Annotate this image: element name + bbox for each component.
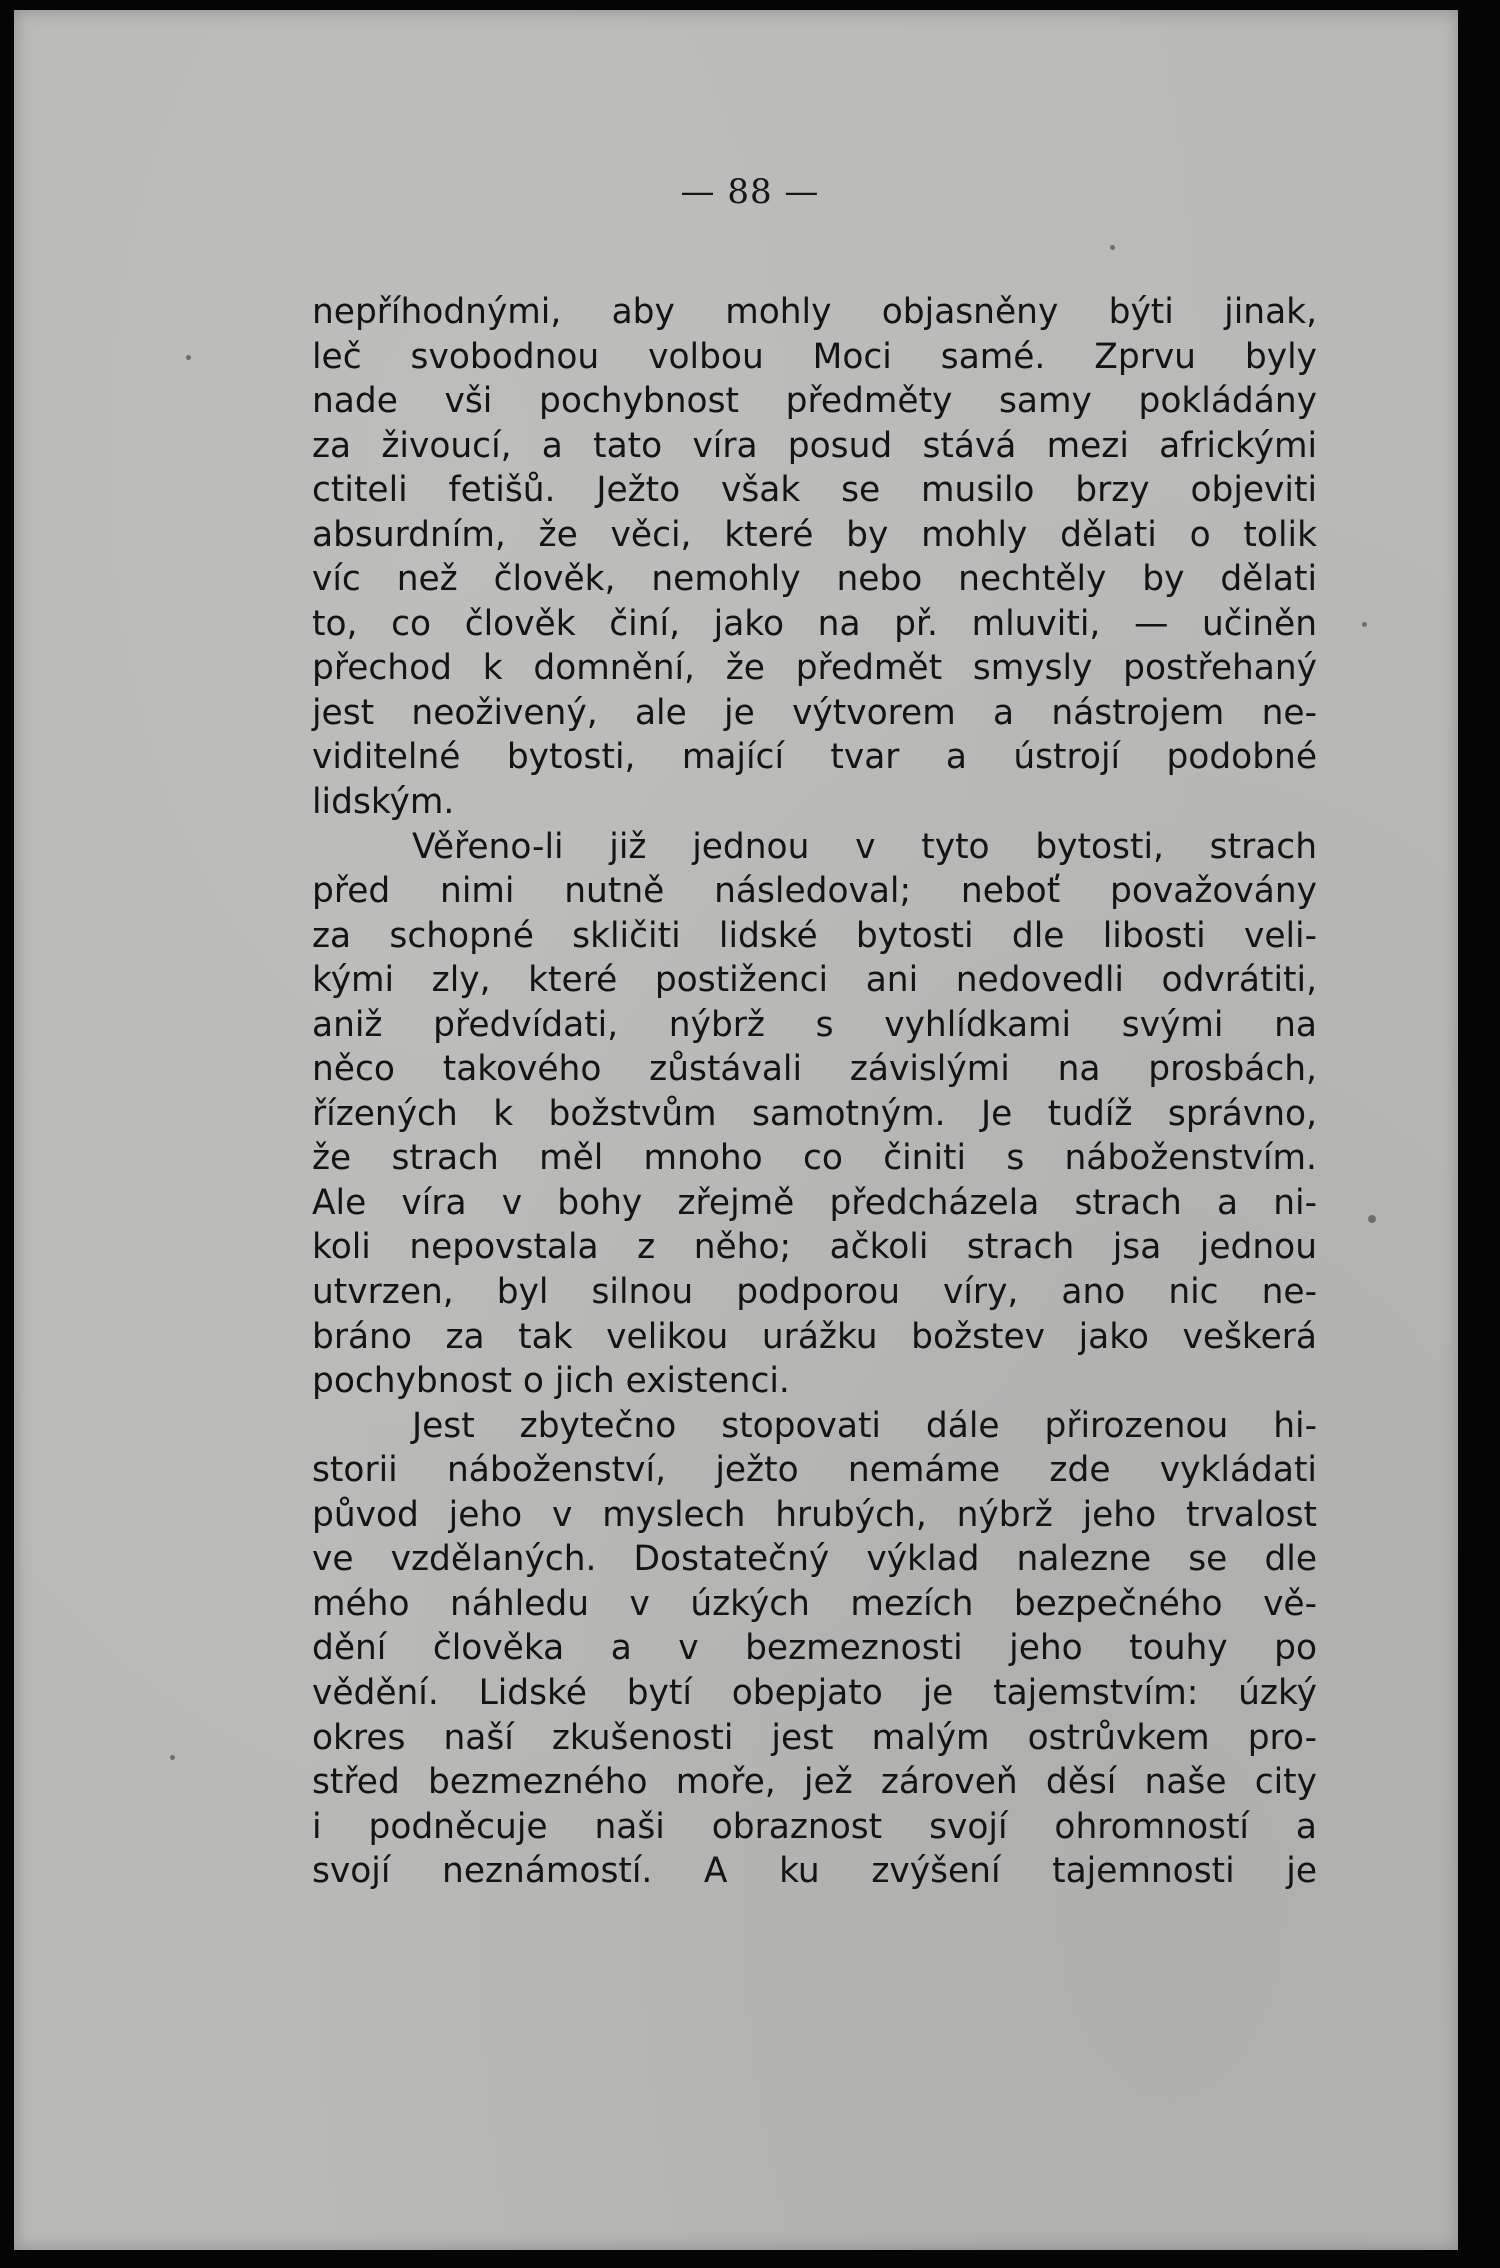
text-line: dění člověka a v bezmeznosti jeho touhy po [312, 1628, 1317, 1669]
text-line: něco takového zůstávali závislými na prosbách, [312, 1049, 1317, 1090]
text-line: nepříhodnými, aby mohly objasněny býti jinak, [312, 292, 1317, 332]
text-line: okres naší zkušenosti jest malým ostrůvkem pro- [312, 1717, 1317, 1758]
text-line: před nimi nutně následoval; neboť považovány [312, 871, 1317, 912]
text-line: storii náboženství, ježto nemáme zde vykládati [312, 1450, 1317, 1491]
text-line: řízených k božstvům samotným. Je tudíž správno, [312, 1093, 1317, 1134]
text-line: jest neoživený, ale je výtvorem a nástrojem ne- [312, 692, 1317, 733]
text-line: aniž předvídati, nýbrž s vyhlídkami svými na [312, 1004, 1317, 1045]
text-line: Věřeno-li již jednou v tyto bytosti, strach [412, 826, 1317, 867]
text-line: i podněcuje naši obraznost svojí ohromností a [312, 1806, 1317, 1847]
text-line: lidským. [312, 782, 455, 823]
text-line: Jest zbytečno stopovati dále přirozenou hi- [412, 1405, 1317, 1446]
text-line: absurdním, že věci, které by mohly dělati o tolik [312, 514, 1317, 555]
text-line: leč svobodnou volbou Moci samé. Zprvu byly [312, 336, 1317, 377]
text-line: ctiteli fetišů. Ježto však se musilo brzy objeviti [312, 470, 1317, 511]
text-line: střed bezmezného moře, jež zároveň děsí naše city [312, 1762, 1317, 1803]
text-line: svojí neznámostí. A ku zvýšení tajemnosti je [312, 1851, 1317, 1892]
text-line: ve vzdělaných. Dostatečný výklad nalezne se dle [312, 1539, 1317, 1580]
scan-speck [186, 355, 191, 360]
text-line: utvrzen, byl silnou podporou víry, ano nic ne- [312, 1272, 1317, 1313]
scan-speck [1110, 245, 1115, 250]
text-line: že strach měl mnoho co činiti s náboženstvím. [312, 1138, 1317, 1179]
text-line: kými zly, které postiženci ani nedovedli odvrátiti, [312, 960, 1317, 1001]
scan-speck [170, 1755, 175, 1760]
text-line: viditelné bytosti, mající tvar a ústrojí podobné [312, 737, 1317, 778]
scan-speck [1362, 622, 1367, 627]
text-line: vědění. Lidské bytí obepjato je tajemstvím: úzký [312, 1672, 1317, 1713]
text-line: přechod k domnění, že předmět smysly postřehaný [312, 648, 1317, 689]
text-line: Ale víra v bohy zřejmě předcházela strach a ni- [312, 1182, 1317, 1223]
page-number: — 88 — [680, 172, 820, 212]
scan-edge [1458, 0, 1500, 2268]
text-line: pochybnost o jich existenci. [312, 1361, 790, 1402]
text-line: bráno za tak velikou urážku božstev jako veškerá [312, 1316, 1317, 1357]
text-line: původ jeho v myslech hrubých, nýbrž jeho trvalost [312, 1494, 1317, 1535]
text-line: víc než člověk, nemohly nebo nechtěly by dělati [312, 559, 1317, 600]
text-line: nade vši pochybnost předměty samy pokládány [312, 381, 1317, 422]
text-line: za živoucí, a tato víra posud stává mezi africkými [312, 425, 1317, 466]
text-line: to, co člověk činí, jako na př. mluviti, — učiněn [312, 603, 1317, 644]
text-line: koli nepovstala z něho; ačkoli strach jsa jednou [312, 1227, 1317, 1268]
body-text [312, 290, 1317, 1894]
text-line: za schopné skličiti lidské bytosti dle libosti veli- [312, 915, 1317, 956]
scan-speck [1368, 1215, 1376, 1223]
text-line: mého náhledu v úzkých mezích bezpečného vě- [312, 1583, 1317, 1624]
